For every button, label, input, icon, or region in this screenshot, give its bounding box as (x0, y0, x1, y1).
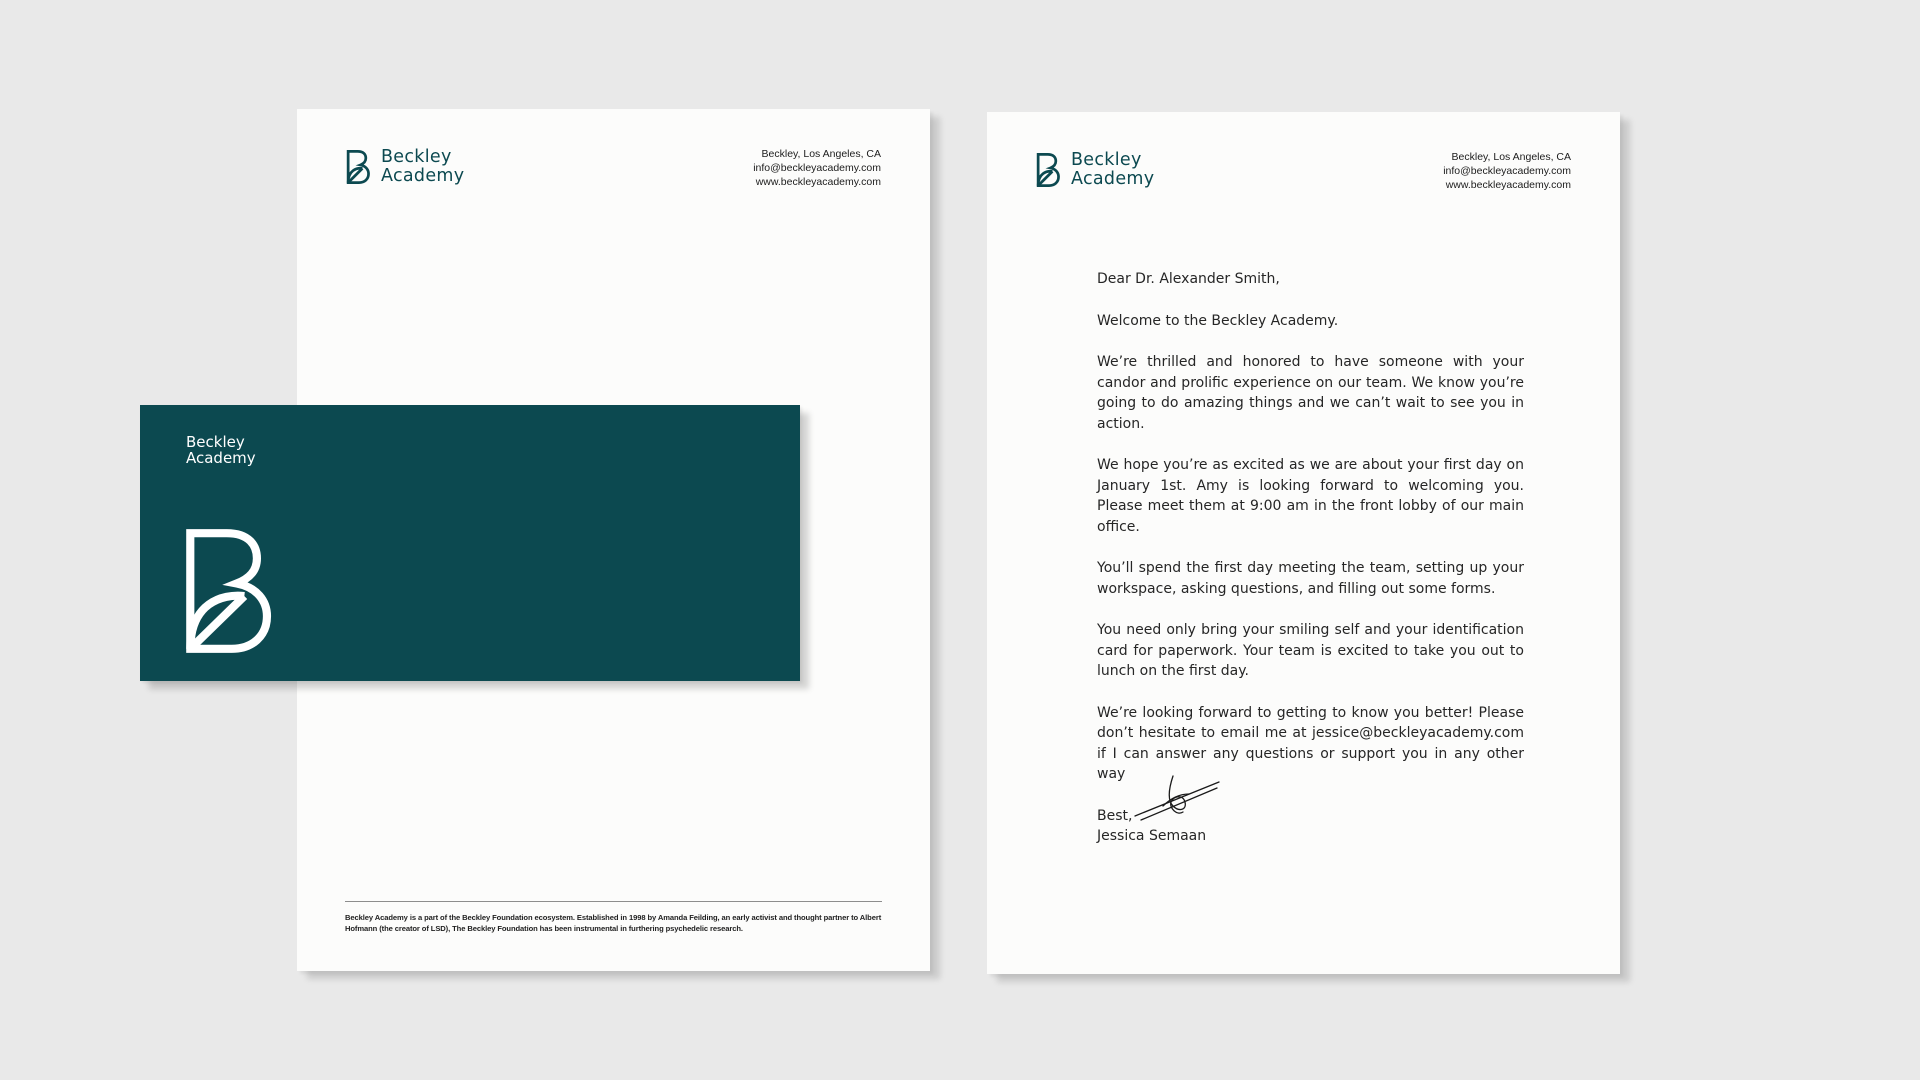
brand-name-line1: Beckley (1071, 150, 1142, 170)
brand-name-line1: Beckley (186, 433, 245, 451)
footer-note: Beckley Academy is a part of the Beckley Foundation ecosystem. Established in 1998 by Amanda Feilding, an early activist and thought partner to Albert Hofmann (the creator of LSD), The Beckley Foundation has been instrumental in furthering psychedelic research. (345, 913, 882, 933)
letter-salutation: Dear Dr. Alexander Smith, (1097, 271, 1280, 287)
letterhead-letter-sheet (987, 112, 1620, 974)
card-wordmark (186, 434, 256, 466)
letter-paragraph: You need only bring your smiling self and your identification card for paperwork. Your team is excited to take you out to lunch on the first day. (1097, 622, 1524, 679)
contact-location: Beckley, Los Angeles, CA (1451, 151, 1571, 163)
contact-website: www.beckleyacademy.com (1445, 179, 1571, 191)
letter-paragraph: We hope you’re as excited as we are about your first day on January 1st. Amy is looking forward to welcoming you. Please meet them at 9:00 am in the front lobby of our main office. (1097, 457, 1524, 535)
letter-paragraph: We’re thrilled and honored to have someone with your candor and prolific experience on our team. We know you’re going to do amazing things and we can’t wait to see you in action. (1097, 354, 1524, 432)
brand-name-line2: Academy (1071, 169, 1155, 189)
beckley-logo-large-icon (184, 527, 272, 655)
letter-paragraph: Welcome to the Beckley Academy. (1097, 312, 1339, 329)
letterhead-wordmark (381, 148, 464, 186)
brand-name-line2: Academy (186, 449, 256, 467)
letter-sign-off: Best, (1097, 807, 1133, 824)
contact-location: Beckley, Los Angeles, CA (761, 148, 881, 160)
letter-paragraph: You’ll spend the first day meeting the team, setting up your workspace, asking questions, and filling out some forms. (1097, 560, 1524, 597)
letterhead-logo (1035, 150, 1154, 190)
letterhead-logo (345, 147, 464, 187)
contact-block (1443, 150, 1571, 192)
beckley-logo-icon (1035, 153, 1061, 187)
letterhead-wordmark (1071, 151, 1154, 189)
footer-divider (345, 901, 882, 902)
beckley-logo-icon (345, 150, 371, 184)
brand-name-line2: Academy (381, 166, 465, 186)
contact-email: info@beckleyacademy.com (753, 162, 881, 174)
contact-website: www.beckleyacademy.com (755, 176, 881, 188)
letter-signer-name: Jessica Semaan (1097, 828, 1207, 844)
letter-paragraph: We’re looking forward to getting to know you better! Please don’t hesitate to email me at jessice@beckleyacademy.com if I can answer any questions or support you in any other way (1097, 704, 1524, 782)
brand-name-line1: Beckley (381, 147, 452, 167)
signature-icon (1133, 772, 1223, 824)
brand-envelope-card (140, 405, 800, 681)
contact-email: info@beckleyacademy.com (1443, 165, 1571, 177)
contact-block (753, 147, 881, 189)
letter-body (1097, 269, 1524, 847)
